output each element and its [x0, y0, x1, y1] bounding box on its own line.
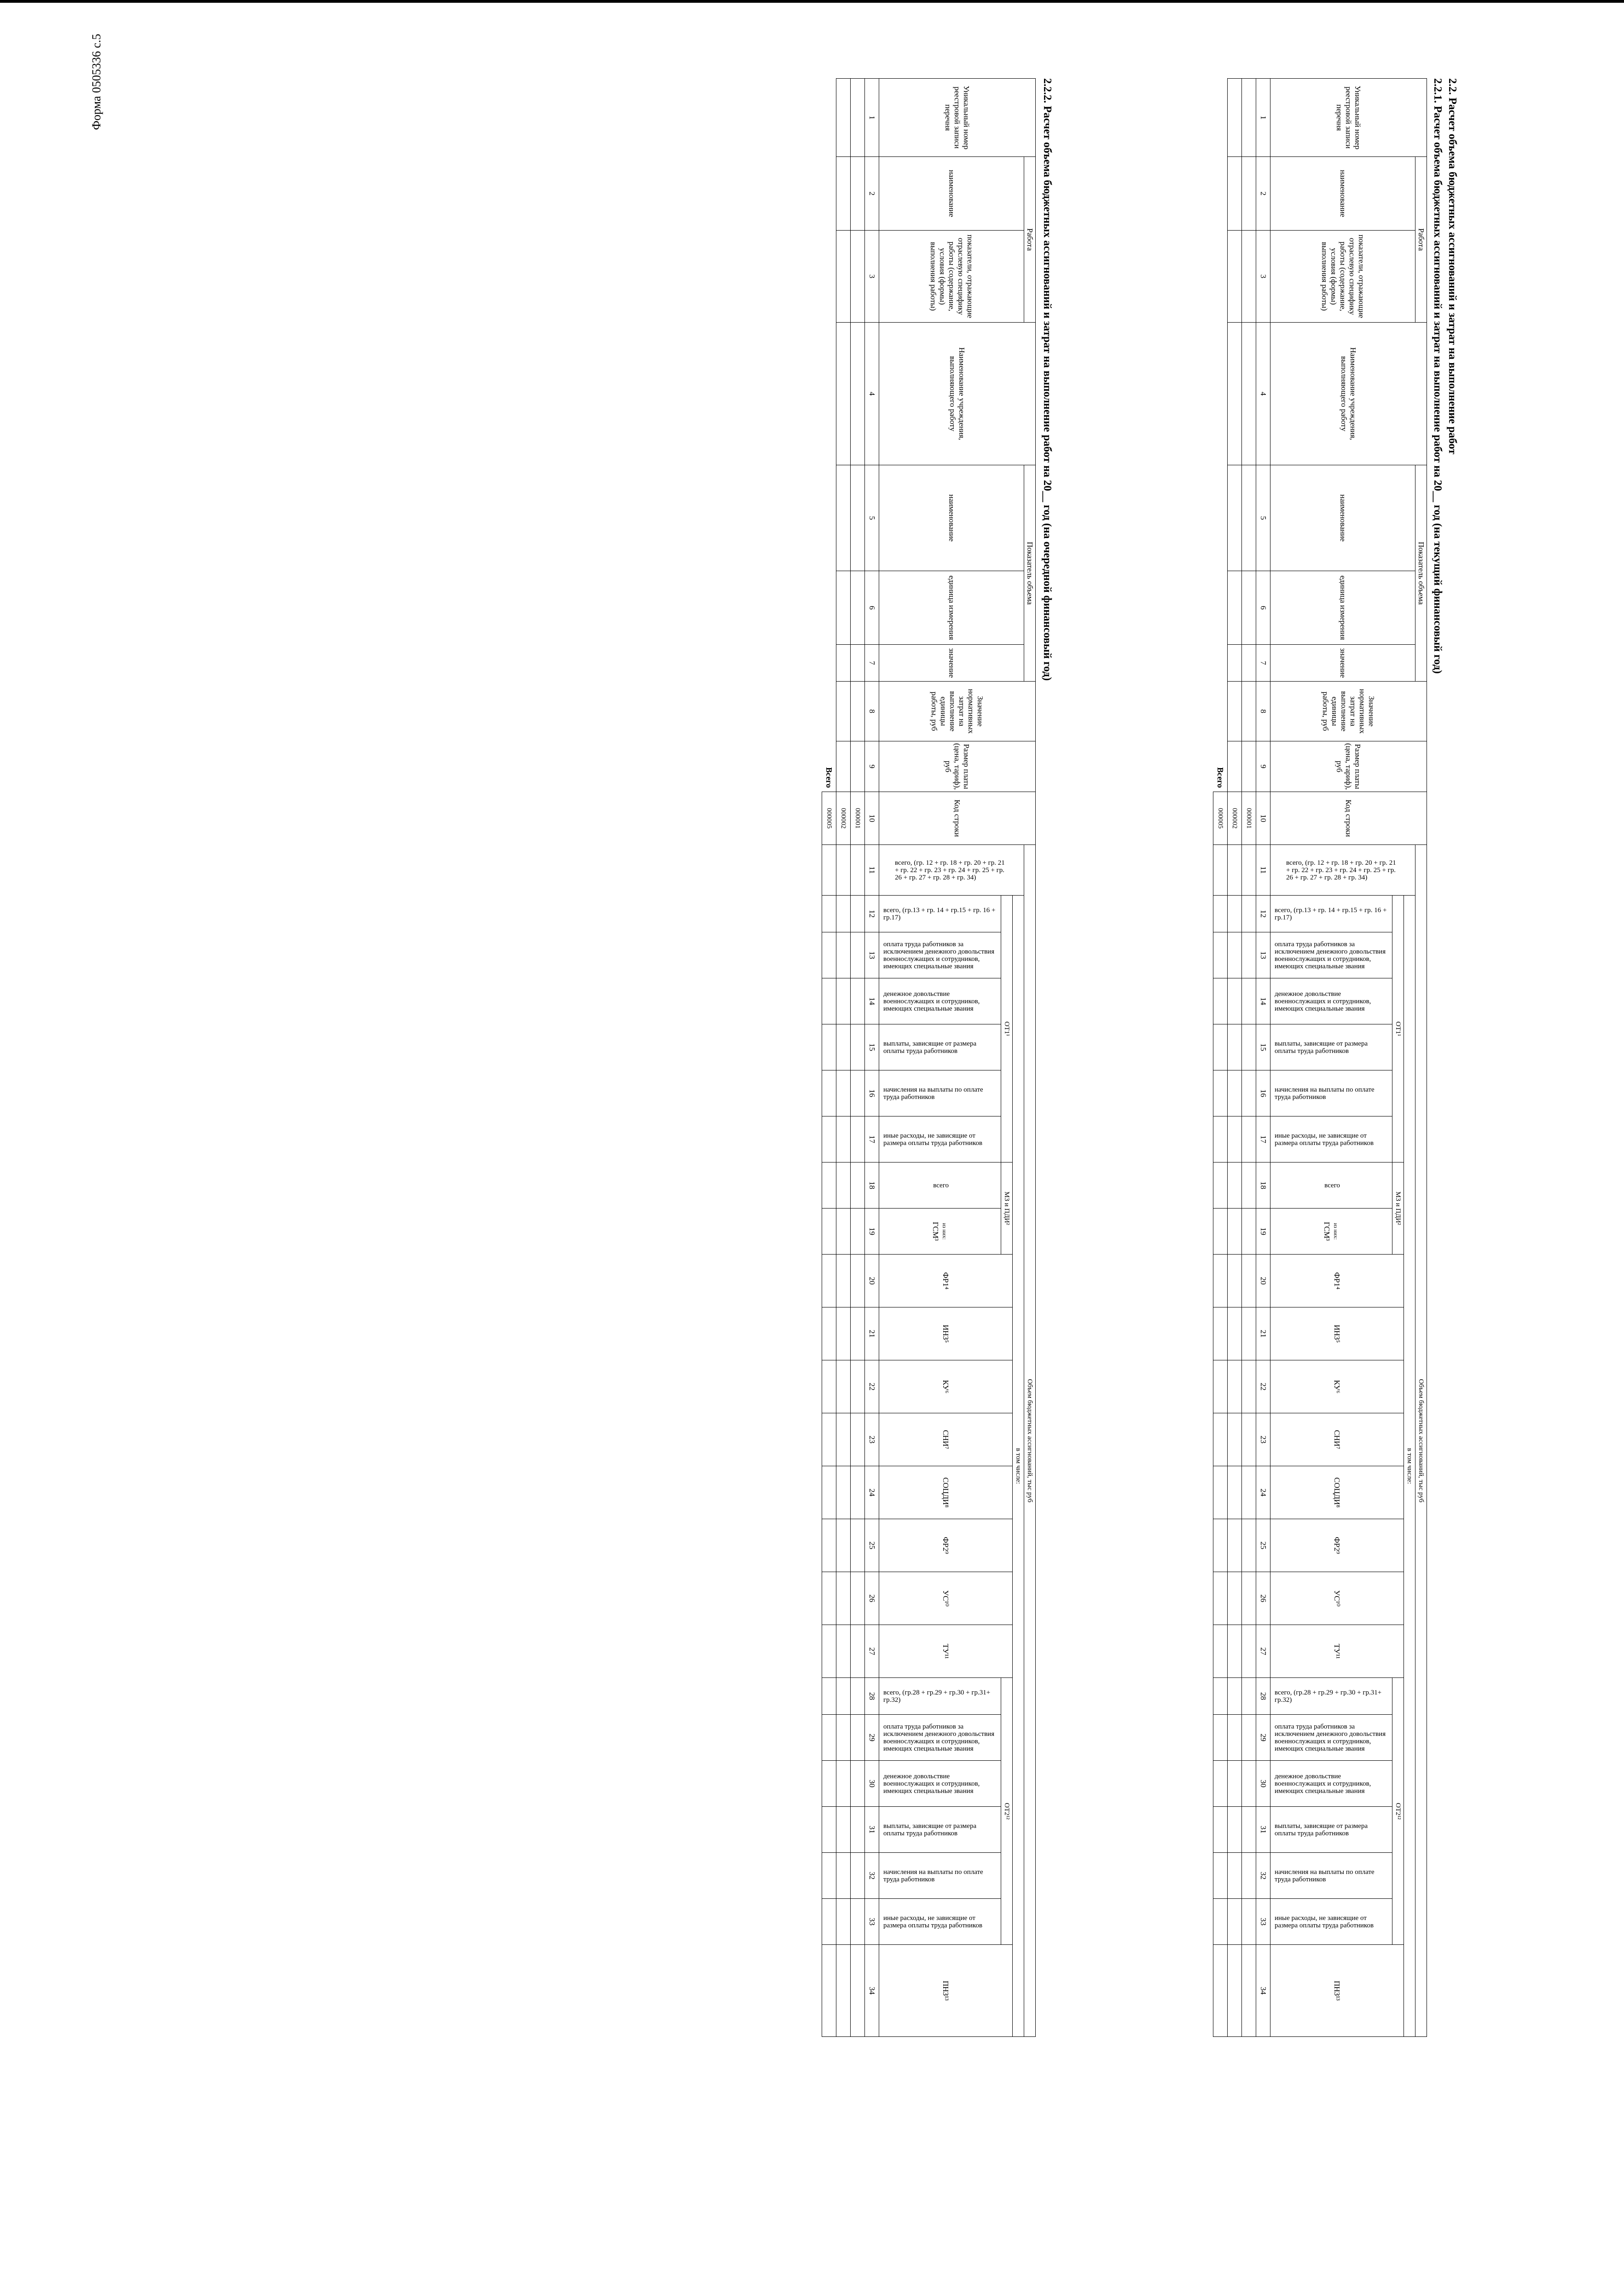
hdr-institution: Наименование учреждения, выполняющего работу	[879, 323, 1036, 465]
row-code: 000005	[822, 792, 836, 845]
top-border	[0, 0, 1624, 3]
hdr-col13: оплата труда работников за исключением денежного довольствия военнослужащих и сотрудников, имеющих специальные звания	[879, 932, 1001, 978]
row-code: 000002	[1228, 792, 1242, 845]
row-code: 000005	[1213, 792, 1228, 845]
hdr-mz: МЗ и ПДИ²	[1392, 1162, 1404, 1255]
col-num: 24	[1256, 1466, 1270, 1519]
hdr-fr2: ФР2⁹	[879, 1519, 1013, 1572]
hdr-inz: ИНЗ⁵	[879, 1307, 1013, 1360]
hdr-col31: выплаты, зависящие от размера оплаты труда работников	[1270, 1807, 1392, 1853]
col-num: 16	[865, 1070, 879, 1116]
section-title: 2.2.1. Расчет объема бюджетных ассигнований и затрат на выполнение работ на 20__ год (на текущий финансовый год)	[1432, 78, 1444, 674]
hdr-work: Работа	[1024, 157, 1036, 323]
col-num: 21	[1256, 1307, 1270, 1360]
col-num: 20	[865, 1255, 879, 1307]
col-num: 23	[865, 1413, 879, 1466]
hdr-vol-name: наименование	[879, 465, 1024, 571]
hdr-sni: СНИ⁷	[879, 1413, 1013, 1466]
hdr-gsm-label: ГСМ³	[931, 1221, 940, 1241]
hdr-col33: иные расходы, не зависящие от размера оплаты труда работников	[1270, 1899, 1392, 1945]
col-num: 14	[865, 978, 879, 1024]
hdr-including: в том числе:	[1013, 896, 1024, 2037]
col-num: 29	[1256, 1715, 1270, 1761]
col-num: 15	[865, 1024, 879, 1070]
hdr-norm-cost: Значение нормативных затрат на выполнение единицы работы, руб	[1270, 682, 1427, 741]
hdr-work: Работа	[1415, 157, 1427, 323]
hdr-work-indicators: показатели, отражающие отраслевую специфику работы (содержание, условия (формы) выполнения работы)	[879, 231, 1024, 323]
hdr-vol-unit: единица измерения	[1270, 571, 1415, 645]
hdr-col29: оплата труда работников за исключением денежного довольствия военнослужащих и сотрудников, имеющих специальные звания	[1270, 1715, 1392, 1761]
calculation-table	[1213, 78, 1427, 2037]
col-num: 18	[865, 1162, 879, 1209]
col-num: 3	[1256, 231, 1270, 323]
section-current-year	[1063, 78, 1459, 2218]
col-num: 13	[1256, 932, 1270, 978]
col-num: 28	[1256, 1678, 1270, 1715]
col-num: 1	[865, 79, 879, 157]
hdr-col30: денежное довольствие военнослужащих и сотрудников, имеющих специальные звания	[879, 1761, 1001, 1807]
col-num: 22	[1256, 1360, 1270, 1413]
col-num: 25	[1256, 1519, 1270, 1572]
hdr-col31: выплаты, зависящие от размера оплаты труда работников	[879, 1807, 1001, 1853]
hdr-col17: иные расходы, не зависящие от размера оплаты труда работников	[1270, 1116, 1392, 1162]
hdr-norm-cost: Значение нормативных затрат на выполнение единицы работы, руб	[879, 682, 1036, 741]
row-code: 000001	[1242, 792, 1256, 845]
col-num: 5	[1256, 465, 1270, 571]
col-num: 30	[1256, 1761, 1270, 1807]
col-num: 9	[865, 741, 879, 792]
hdr-col32: начисления на выплаты по оплате труда работников	[879, 1853, 1001, 1899]
total-row	[822, 79, 836, 2037]
hdr-ku: КУ⁶	[879, 1360, 1013, 1413]
col-num: 33	[1256, 1899, 1270, 1945]
row-code: 000001	[851, 792, 865, 845]
col-num: 18	[1256, 1162, 1270, 1209]
col-num: 3	[865, 231, 879, 323]
col-num: 32	[1256, 1853, 1270, 1899]
hdr-work-indicators: показатели, отражающие отраслевую специфику работы (содержание, условия (формы) выполнения работы)	[1270, 231, 1415, 323]
hdr-vol-name: наименование	[1270, 465, 1415, 571]
hdr-volume-indicator: Показатель объема	[1415, 465, 1427, 682]
hdr-fr2: ФР2⁹	[1270, 1519, 1404, 1572]
hdr-fr1: ФР1⁴	[879, 1255, 1013, 1307]
col-num: 1	[1256, 79, 1270, 157]
hdr-gsm-label: ГСМ³	[1322, 1221, 1331, 1241]
col-num: 34	[1256, 1945, 1270, 2037]
hdr-sni: СНИ⁷	[1270, 1413, 1404, 1466]
hdr-socdi: СОЦДИ⁸	[1270, 1466, 1404, 1519]
col-num: 27	[865, 1625, 879, 1678]
col-num: 19	[1256, 1209, 1270, 1255]
col-num: 26	[1256, 1572, 1270, 1625]
section-next-year	[658, 78, 1054, 2218]
hdr-col30: денежное довольствие военнослужащих и сотрудников, имеющих специальные звания	[1270, 1761, 1392, 1807]
hdr-ot1-total: всего, (гр.13 + гр. 14 + гр.15 + гр. 16 + гр.17)	[879, 896, 1001, 932]
hdr-budget: Объем бюджетных ассигнований, тыс руб	[1024, 845, 1036, 2037]
section-title: 2.2.2. Расчет объема бюджетных ассигнований и затрат на выполнение работ на 20__ год (на очередной финансовый год)	[1041, 78, 1053, 681]
col-num: 5	[865, 465, 879, 571]
col-num: 19	[865, 1209, 879, 1255]
hdr-ot2-total: всего, (гр.28 + гр.29 + гр.30 + гр.31+ гр.32)	[1270, 1678, 1392, 1715]
col-num: 34	[865, 1945, 879, 2037]
hdr-ot1: ОТ1¹	[1001, 896, 1013, 1162]
hdr-col17: иные расходы, не зависящие от размера оплаты труда работников	[879, 1116, 1001, 1162]
hdr-ot2-total: всего, (гр.28 + гр.29 + гр.30 + гр.31+ гр.32)	[879, 1678, 1001, 1715]
hdr-of-them: из них:	[1333, 1223, 1339, 1240]
hdr-col15: выплаты, зависящие от размера оплаты труда работников	[879, 1024, 1001, 1070]
col-num: 6	[865, 571, 879, 645]
col-num: 12	[1256, 896, 1270, 932]
col-num: 32	[865, 1853, 879, 1899]
hdr-ku: КУ⁶	[1270, 1360, 1404, 1413]
hdr-of-them: из них:	[941, 1223, 948, 1240]
col-num: 12	[865, 896, 879, 932]
hdr-vol-value: значение	[879, 645, 1024, 682]
hdr-col16: начисления на выплаты по оплате труда работников	[1270, 1070, 1392, 1116]
hdr-col16: начисления на выплаты по оплате труда работников	[879, 1070, 1001, 1116]
col-num: 10	[865, 792, 879, 845]
calculation-table	[822, 78, 1036, 2037]
col-num: 25	[865, 1519, 879, 1572]
col-num: 7	[865, 645, 879, 682]
hdr-registry-number: Уникальный номер реестровой записи перечня	[879, 79, 1036, 157]
hdr-row-code: Код строки	[1270, 792, 1427, 845]
col-num: 33	[865, 1899, 879, 1945]
col-num: 4	[1256, 323, 1270, 465]
col-num: 24	[865, 1466, 879, 1519]
col-num: 30	[865, 1761, 879, 1807]
hdr-work-name: наименование	[1270, 157, 1415, 231]
hdr-fee: Размер платы (цена, тариф), руб	[1270, 741, 1427, 792]
col-num: 13	[865, 932, 879, 978]
col-num: 31	[1256, 1807, 1270, 1853]
hdr-vol-unit: единица измерения	[879, 571, 1024, 645]
hdr-including: в том числе:	[1404, 896, 1415, 2037]
col-num: 17	[865, 1116, 879, 1162]
hdr-gsm	[879, 1209, 1001, 1255]
col-num: 16	[1256, 1070, 1270, 1116]
col-num: 2	[1256, 157, 1270, 231]
hdr-col13: оплата труда работников за исключением денежного довольствия военнослужащих и сотрудников, имеющих специальные звания	[1270, 932, 1392, 978]
col-num: 8	[865, 682, 879, 741]
column-numbers-row	[1256, 79, 1270, 2037]
hdr-ot1: ОТ1¹	[1392, 896, 1404, 1162]
hdr-fee: Размер платы (цена, тариф), руб	[879, 741, 1036, 792]
col-num: 8	[1256, 682, 1270, 741]
col-num: 11	[865, 845, 879, 896]
hdr-ot1-total: всего, (гр.13 + гр. 14 + гр.15 + гр. 16 + гр.17)	[1270, 896, 1392, 932]
table-row	[836, 79, 851, 2037]
hdr-col14: денежное довольствие военнослужащих и сотрудников, имеющих специальные звания	[879, 978, 1001, 1024]
hdr-col15: выплаты, зависящие от размера оплаты труда работников	[1270, 1024, 1392, 1070]
hdr-col14: денежное довольствие военнослужащих и сотрудников, имеющих специальные звания	[1270, 978, 1392, 1024]
hdr-budget: Объем бюджетных ассигнований, тыс руб	[1415, 845, 1427, 2037]
table-row	[1228, 79, 1242, 2037]
hdr-tu: ТУ¹¹	[879, 1625, 1013, 1678]
col-num: 10	[1256, 792, 1270, 845]
total-label: Всего	[1215, 767, 1225, 788]
hdr-socdi: СОЦДИ⁸	[879, 1466, 1013, 1519]
section-heading: 2.2. Расчет объема бюджетных ассигнований и затрат на выполнение работ	[1446, 78, 1458, 455]
col-num: 26	[865, 1572, 879, 1625]
col-num: 7	[1256, 645, 1270, 682]
col-num: 11	[1256, 845, 1270, 896]
hdr-col29: оплата труда работников за исключением денежного довольствия военнослужащих и сотрудников, имеющих специальные звания	[879, 1715, 1001, 1761]
col-num: 21	[865, 1307, 879, 1360]
hdr-us: УС¹⁰	[879, 1572, 1013, 1625]
hdr-pnz: ПНЗ¹³	[879, 1945, 1013, 2037]
col-num: 14	[1256, 978, 1270, 1024]
col-num: 17	[1256, 1116, 1270, 1162]
hdr-tu: ТУ¹¹	[1270, 1625, 1404, 1678]
hdr-institution: Наименование учреждения, выполняющего работу	[1270, 323, 1427, 465]
hdr-gsm	[1270, 1209, 1392, 1255]
hdr-pnz: ПНЗ¹³	[1270, 1945, 1404, 2037]
col-num: 22	[865, 1360, 879, 1413]
col-num: 29	[865, 1715, 879, 1761]
form-code: Форма 0505336 с.5	[90, 34, 103, 130]
col-num: 28	[865, 1678, 879, 1715]
hdr-mz-total: всего	[879, 1162, 1001, 1209]
col-num: 31	[865, 1807, 879, 1853]
hdr-row-code: Код строки	[879, 792, 1036, 845]
total-row	[1213, 79, 1228, 2037]
total-label: Всего	[824, 767, 834, 788]
hdr-registry-number: Уникальный номер реестровой записи перечня	[1270, 79, 1427, 157]
col-num: 20	[1256, 1255, 1270, 1307]
hdr-vol-value: значение	[1270, 645, 1415, 682]
hdr-fr1: ФР1⁴	[1270, 1255, 1404, 1307]
hdr-volume-indicator: Показатель объема	[1024, 465, 1036, 682]
col-num: 2	[865, 157, 879, 231]
hdr-col33: иные расходы, не зависящие от размера оплаты труда работников	[879, 1899, 1001, 1945]
table-row	[851, 79, 865, 2037]
row-code: 000002	[836, 792, 851, 845]
hdr-work-name: наименование	[879, 157, 1024, 231]
column-numbers-row	[865, 79, 879, 2037]
col-num: 6	[1256, 571, 1270, 645]
hdr-mz: МЗ и ПДИ²	[1001, 1162, 1013, 1255]
hdr-ot2: ОТ2¹²	[1001, 1678, 1013, 1945]
rotated-page	[207, 78, 1459, 2218]
col-num: 9	[1256, 741, 1270, 792]
col-num: 27	[1256, 1625, 1270, 1678]
col-num: 15	[1256, 1024, 1270, 1070]
hdr-inz: ИНЗ⁵	[1270, 1307, 1404, 1360]
hdr-total: всего, (гр. 12 + гр. 18 + гр. 20 + гр. 21 + гр. 22 + гр. 23 + гр. 24 + гр. 25 + гр. 26 + гр. 27 + гр. 28 + гр. 34)	[879, 845, 1024, 896]
hdr-mz-total: всего	[1270, 1162, 1392, 1209]
col-num: 4	[865, 323, 879, 465]
hdr-col32: начисления на выплаты по оплате труда работников	[1270, 1853, 1392, 1899]
hdr-total: всего, (гр. 12 + гр. 18 + гр. 20 + гр. 21 + гр. 22 + гр. 23 + гр. 24 + гр. 25 + гр. 26 + гр. 27 + гр. 28 + гр. 34)	[1270, 845, 1415, 896]
hdr-us: УС¹⁰	[1270, 1572, 1404, 1625]
table-row	[1242, 79, 1256, 2037]
hdr-ot2: ОТ2¹²	[1392, 1678, 1404, 1945]
col-num: 23	[1256, 1413, 1270, 1466]
